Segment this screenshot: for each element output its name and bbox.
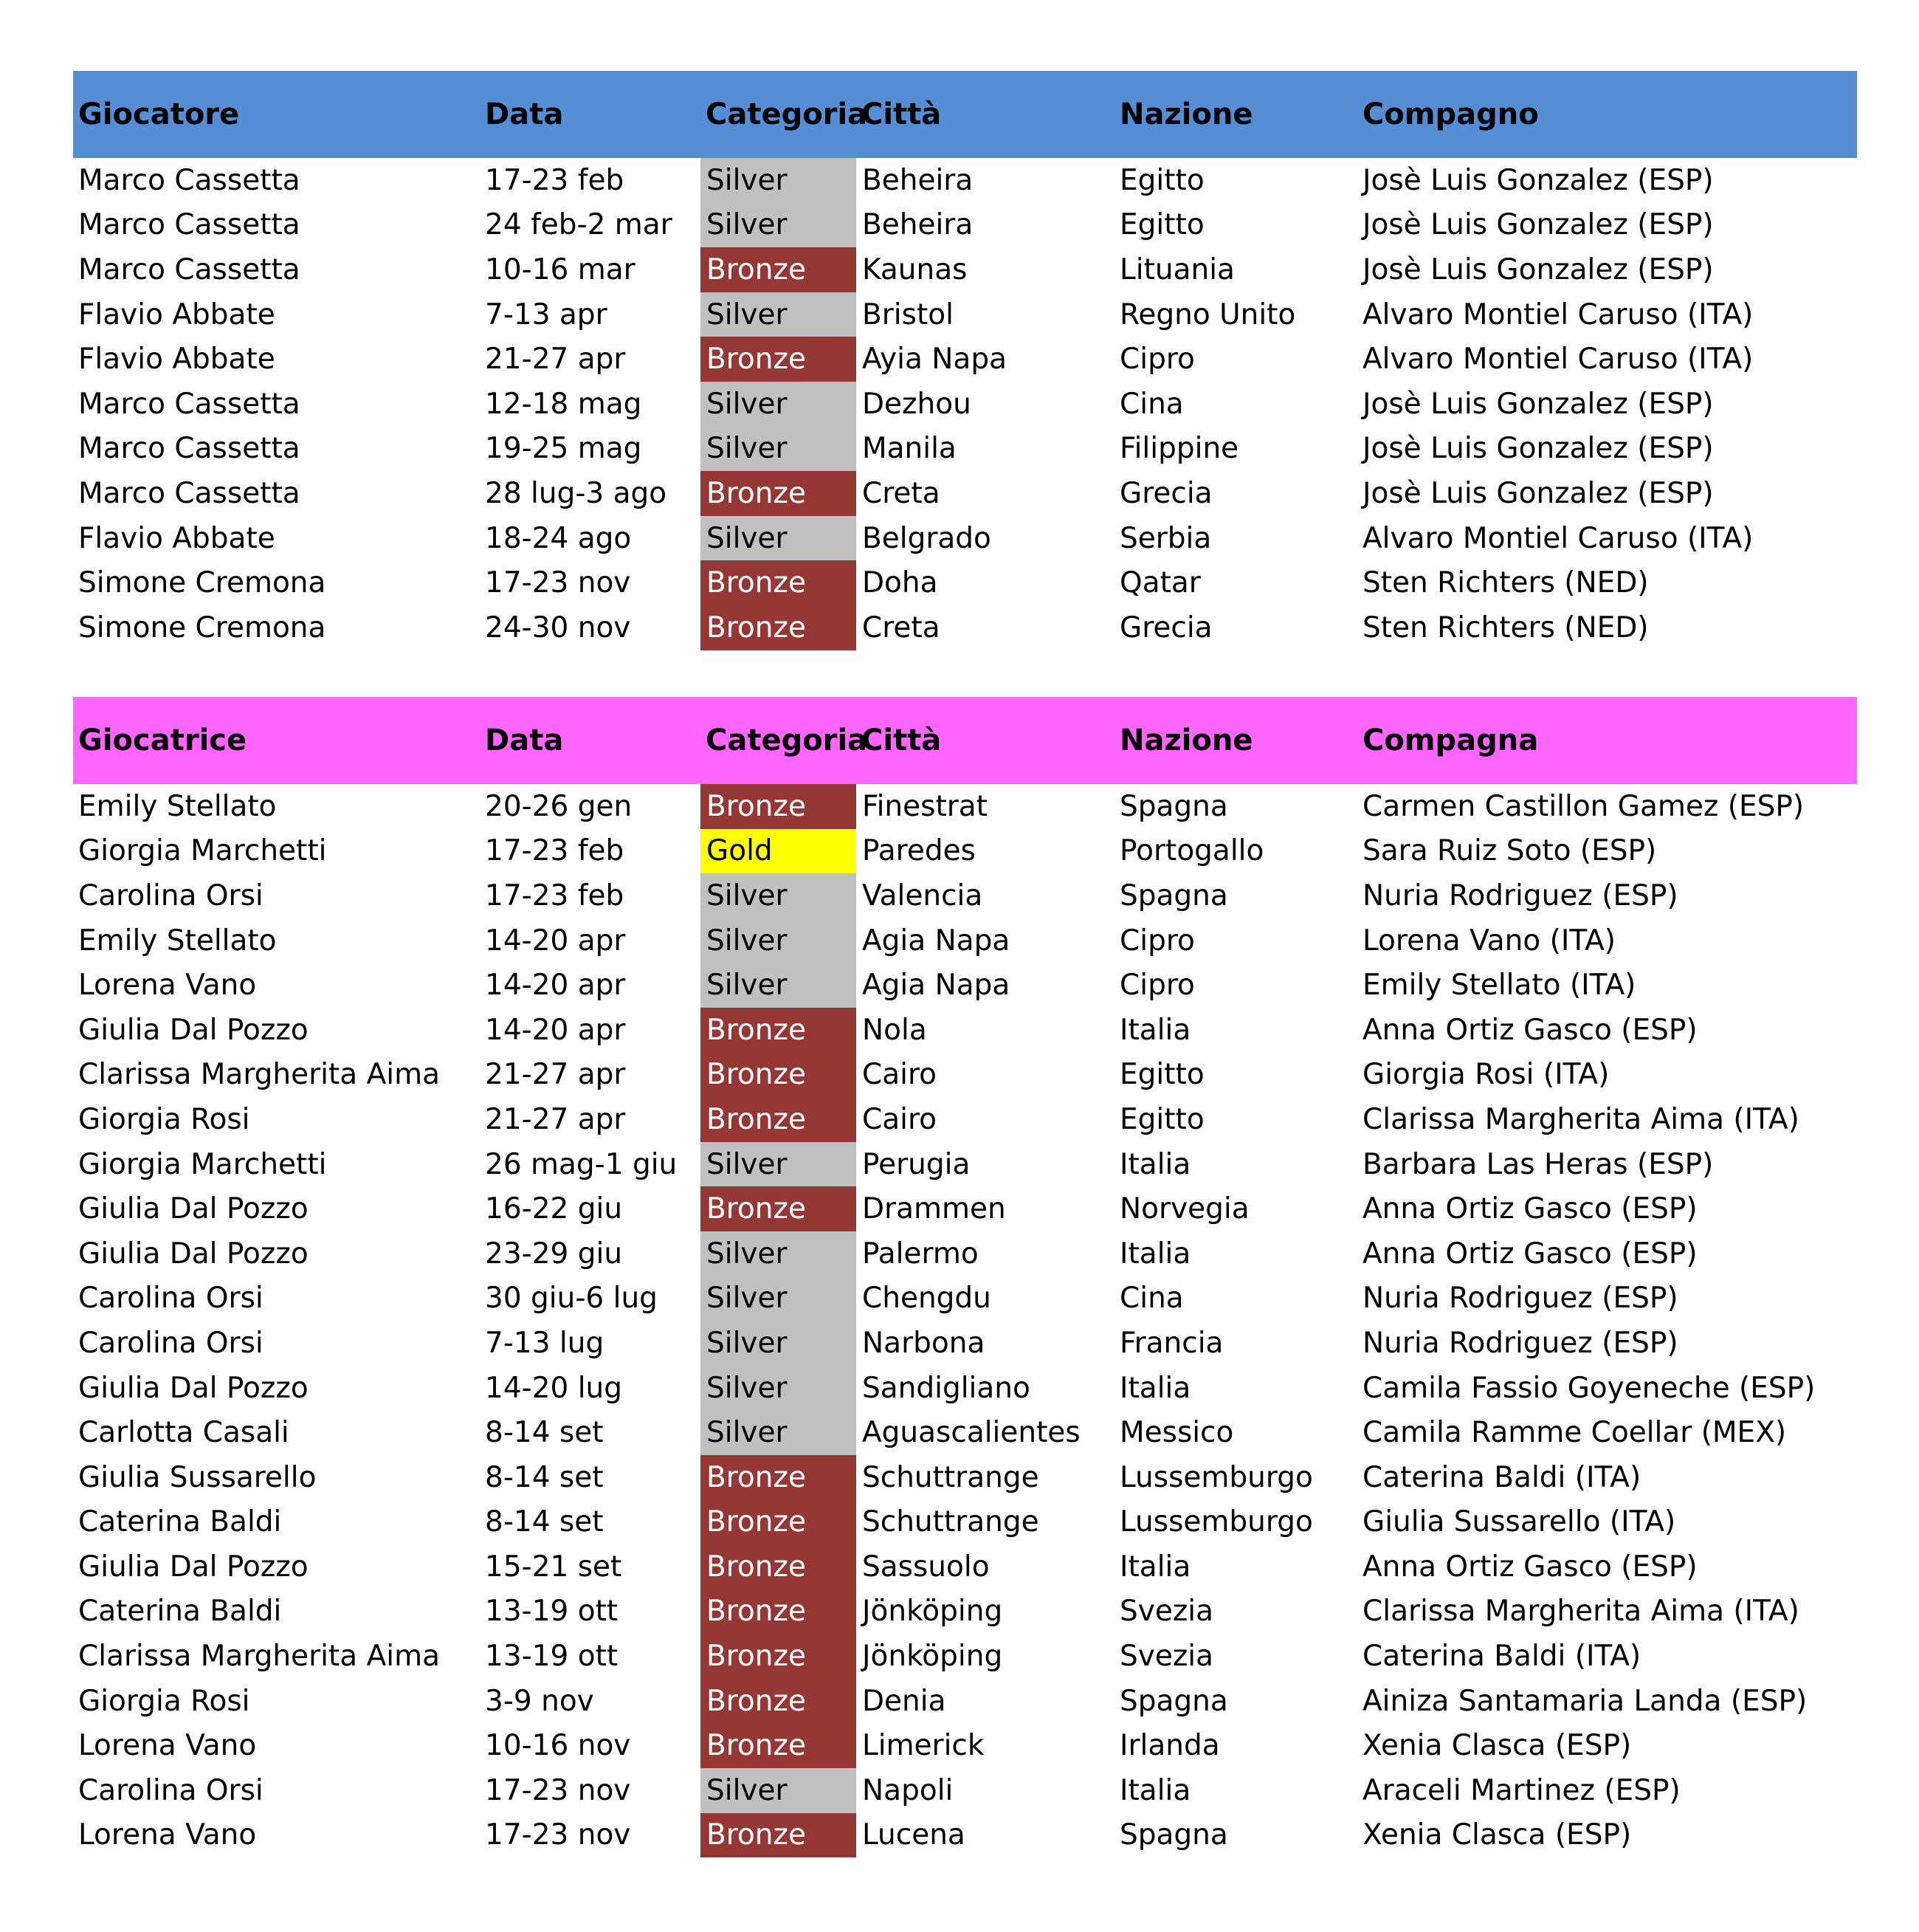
header-partner: Compagno bbox=[1362, 97, 1539, 131]
date-cell: 14-20 apr bbox=[485, 1013, 626, 1047]
table-row bbox=[73, 158, 1857, 203]
date-cell: 14-20 apr bbox=[485, 969, 626, 1003]
date-cell: 12-18 mag bbox=[485, 387, 642, 421]
date-cell: 17-23 nov bbox=[485, 1818, 631, 1852]
city-cell: Dezhou bbox=[862, 387, 971, 421]
date-cell: 8-14 set bbox=[485, 1460, 604, 1494]
nation-cell: Svezia bbox=[1120, 1595, 1214, 1629]
women-table-header bbox=[73, 697, 1857, 784]
men-table-header bbox=[73, 71, 1857, 158]
nation-cell: Cipro bbox=[1120, 969, 1195, 1003]
date-cell: 21-27 apr bbox=[485, 1102, 626, 1136]
category-cell: Bronze bbox=[700, 471, 856, 516]
city-cell: Jönköping bbox=[862, 1595, 1003, 1629]
nation-cell: Irlanda bbox=[1120, 1729, 1220, 1763]
date-cell: 3-9 nov bbox=[485, 1684, 594, 1718]
city-cell: Beheira bbox=[862, 163, 974, 197]
date-cell: 24-30 nov bbox=[485, 611, 631, 644]
table-row bbox=[73, 1410, 1857, 1455]
city-cell: Sassuolo bbox=[862, 1550, 990, 1584]
player-cell: Giorgia Marchetti bbox=[78, 834, 327, 868]
category-cell: Bronze bbox=[700, 1186, 856, 1231]
player-cell: Giulia Dal Pozzo bbox=[78, 1192, 309, 1226]
player-cell: Giulia Dal Pozzo bbox=[78, 1013, 309, 1047]
header-city: Città bbox=[861, 723, 942, 757]
header-nation: Nazione bbox=[1120, 97, 1253, 131]
category-cell: Bronze bbox=[700, 1500, 856, 1545]
category-cell: Silver bbox=[700, 1142, 856, 1187]
header-player: Giocatrice bbox=[78, 723, 247, 757]
nation-cell: Messico bbox=[1120, 1416, 1234, 1450]
date-cell: 30 giu-6 lug bbox=[485, 1282, 658, 1316]
table-row bbox=[73, 337, 1857, 382]
women-tournament-table bbox=[73, 697, 1857, 1857]
nation-cell: Grecia bbox=[1120, 476, 1213, 510]
partner-cell: Camila Ramme Coellar (MEX) bbox=[1362, 1416, 1787, 1450]
nation-cell: Egitto bbox=[1120, 1102, 1205, 1136]
table-row bbox=[73, 1276, 1857, 1321]
date-cell: 10-16 nov bbox=[485, 1729, 631, 1763]
table-row bbox=[73, 918, 1857, 963]
category-cell: Gold bbox=[700, 829, 856, 874]
nation-cell: Lussemburgo bbox=[1120, 1505, 1313, 1539]
player-cell: Giorgia Marchetti bbox=[78, 1147, 327, 1181]
category-cell: Silver bbox=[700, 382, 856, 427]
player-cell: Simone Cremona bbox=[78, 566, 326, 600]
table-row bbox=[73, 1455, 1857, 1500]
header-date: Data bbox=[485, 97, 564, 131]
date-cell: 23-29 giu bbox=[485, 1237, 623, 1271]
player-cell: Giorgia Rosi bbox=[78, 1684, 250, 1718]
partner-cell: Caterina Baldi (ITA) bbox=[1362, 1640, 1641, 1674]
city-cell: Doha bbox=[862, 566, 938, 600]
nation-cell: Serbia bbox=[1120, 521, 1212, 555]
city-cell: Sandigliano bbox=[862, 1371, 1030, 1405]
partner-cell: Anna Ortiz Gasco (ESP) bbox=[1362, 1550, 1698, 1584]
table-row bbox=[73, 1634, 1857, 1679]
nation-cell: Spagna bbox=[1120, 1684, 1228, 1718]
city-cell: Chengdu bbox=[862, 1282, 991, 1316]
player-cell: Carolina Orsi bbox=[78, 879, 263, 912]
nation-cell: Spagna bbox=[1120, 879, 1228, 912]
player-cell: Giorgia Rosi bbox=[78, 1102, 250, 1136]
player-cell: Carolina Orsi bbox=[78, 1326, 263, 1360]
table-row bbox=[73, 1768, 1857, 1813]
partner-cell: Nuria Rodriguez (ESP) bbox=[1362, 1326, 1678, 1360]
city-cell: Agia Napa bbox=[862, 969, 1010, 1003]
category-cell: Bronze bbox=[700, 1053, 856, 1098]
table-row bbox=[73, 1008, 1857, 1053]
city-cell: Schuttrange bbox=[862, 1505, 1039, 1539]
table-row bbox=[73, 1053, 1857, 1098]
nation-cell: Spagna bbox=[1120, 1818, 1228, 1852]
date-cell: 17-23 nov bbox=[485, 1773, 631, 1807]
category-cell: Bronze bbox=[700, 1723, 856, 1768]
category-cell: Silver bbox=[700, 1231, 856, 1276]
partner-cell: Camila Fassio Goyeneche (ESP) bbox=[1362, 1371, 1816, 1405]
table-row bbox=[73, 516, 1857, 561]
category-cell: Bronze bbox=[700, 784, 856, 829]
player-cell: Marco Cassetta bbox=[78, 163, 300, 197]
player-cell: Flavio Abbate bbox=[78, 298, 275, 331]
men-table-body bbox=[73, 158, 1857, 650]
nation-cell: Italia bbox=[1120, 1237, 1191, 1271]
partner-cell: Alvaro Montiel Caruso (ITA) bbox=[1362, 343, 1754, 377]
player-cell: Clarissa Margherita Aima bbox=[78, 1058, 440, 1092]
partner-cell: Josè Luis Gonzalez (ESP) bbox=[1362, 252, 1714, 286]
table-row bbox=[73, 1500, 1857, 1545]
table-row bbox=[73, 247, 1857, 292]
player-cell: Carolina Orsi bbox=[78, 1773, 263, 1807]
date-cell: 14-20 lug bbox=[485, 1371, 623, 1405]
table-row bbox=[73, 1544, 1857, 1589]
city-cell: Finestrat bbox=[862, 789, 988, 823]
nation-cell: Cipro bbox=[1120, 924, 1195, 958]
partner-cell: Sara Ruiz Soto (ESP) bbox=[1362, 834, 1657, 868]
category-cell: Silver bbox=[700, 1410, 856, 1455]
player-cell: Carlotta Casali bbox=[78, 1416, 289, 1450]
table-row bbox=[73, 1813, 1857, 1858]
date-cell: 21-27 apr bbox=[485, 343, 626, 377]
category-cell: Bronze bbox=[700, 1634, 856, 1679]
header-nation: Nazione bbox=[1120, 723, 1253, 757]
city-cell: Limerick bbox=[862, 1729, 985, 1763]
nation-cell: Cina bbox=[1120, 1282, 1184, 1316]
city-cell: Cairo bbox=[862, 1058, 937, 1092]
table-row bbox=[73, 1723, 1857, 1768]
nation-cell: Lituania bbox=[1120, 252, 1235, 286]
partner-cell: Josè Luis Gonzalez (ESP) bbox=[1362, 208, 1714, 242]
player-cell: Marco Cassetta bbox=[78, 387, 300, 421]
city-cell: Kaunas bbox=[862, 252, 968, 286]
partner-cell: Josè Luis Gonzalez (ESP) bbox=[1362, 476, 1714, 510]
table-row bbox=[73, 1679, 1857, 1724]
category-cell: Silver bbox=[700, 963, 856, 1008]
city-cell: Creta bbox=[862, 476, 940, 510]
table-row bbox=[73, 382, 1857, 427]
partner-cell: Alvaro Montiel Caruso (ITA) bbox=[1362, 298, 1754, 331]
city-cell: Lucena bbox=[862, 1818, 965, 1852]
men-tournament-table bbox=[73, 71, 1857, 650]
category-cell: Bronze bbox=[700, 247, 856, 292]
table-row bbox=[73, 1186, 1857, 1231]
city-cell: Belgrado bbox=[862, 521, 991, 555]
partner-cell: Nuria Rodriguez (ESP) bbox=[1362, 879, 1678, 912]
date-cell: 17-23 nov bbox=[485, 566, 631, 600]
city-cell: Valencia bbox=[862, 879, 983, 912]
player-cell: Flavio Abbate bbox=[78, 521, 275, 555]
partner-cell: Nuria Rodriguez (ESP) bbox=[1362, 1282, 1678, 1316]
partner-cell: Clarissa Margherita Aima (ITA) bbox=[1362, 1595, 1799, 1629]
partner-cell: Clarissa Margherita Aima (ITA) bbox=[1362, 1102, 1799, 1136]
nation-cell: Grecia bbox=[1120, 611, 1213, 644]
table-row bbox=[73, 427, 1857, 472]
player-cell: Flavio Abbate bbox=[78, 343, 275, 377]
player-cell: Caterina Baldi bbox=[78, 1505, 282, 1539]
city-cell: Nola bbox=[862, 1013, 927, 1047]
category-cell: Silver bbox=[700, 516, 856, 561]
table-row bbox=[73, 1097, 1857, 1142]
table-row bbox=[73, 829, 1857, 874]
city-cell: Narbona bbox=[862, 1326, 985, 1360]
city-cell: Drammen bbox=[862, 1192, 1006, 1226]
player-cell: Simone Cremona bbox=[78, 611, 326, 644]
player-cell: Marco Cassetta bbox=[78, 208, 300, 242]
nation-cell: Spagna bbox=[1120, 789, 1228, 823]
table-row bbox=[73, 203, 1857, 248]
city-cell: Perugia bbox=[862, 1147, 971, 1181]
date-cell: 16-22 giu bbox=[485, 1192, 623, 1226]
nation-cell: Egitto bbox=[1120, 208, 1205, 242]
date-cell: 19-25 mag bbox=[485, 432, 642, 466]
category-cell: Bronze bbox=[700, 1455, 856, 1500]
nation-cell: Norvegia bbox=[1120, 1192, 1250, 1226]
date-cell: 14-20 apr bbox=[485, 924, 626, 958]
city-cell: Aguascalientes bbox=[862, 1416, 1081, 1450]
partner-cell: Anna Ortiz Gasco (ESP) bbox=[1362, 1013, 1698, 1047]
nation-cell: Italia bbox=[1120, 1371, 1191, 1405]
category-cell: Silver bbox=[700, 1276, 856, 1321]
date-cell: 21-27 apr bbox=[485, 1058, 626, 1092]
city-cell: Denia bbox=[862, 1684, 946, 1718]
partner-cell: Ainiza Santamaria Landa (ESP) bbox=[1362, 1684, 1808, 1718]
date-cell: 13-19 ott bbox=[485, 1640, 619, 1674]
category-cell: Silver bbox=[700, 292, 856, 337]
partner-cell: Barbara Las Heras (ESP) bbox=[1362, 1147, 1714, 1181]
partner-cell: Emily Stellato (ITA) bbox=[1362, 969, 1636, 1003]
nation-cell: Italia bbox=[1120, 1013, 1191, 1047]
city-cell: Paredes bbox=[862, 834, 976, 868]
nation-cell: Italia bbox=[1120, 1550, 1191, 1584]
nation-cell: Regno Unito bbox=[1120, 298, 1296, 331]
date-cell: 8-14 set bbox=[485, 1505, 604, 1539]
nation-cell: Italia bbox=[1120, 1147, 1191, 1181]
women-table-body bbox=[73, 784, 1857, 1857]
player-cell: Emily Stellato bbox=[78, 924, 277, 958]
category-cell: Silver bbox=[700, 918, 856, 963]
player-cell: Lorena Vano bbox=[78, 969, 257, 1003]
city-cell: Napoli bbox=[862, 1773, 954, 1807]
city-cell: Palermo bbox=[862, 1237, 979, 1271]
category-cell: Bronze bbox=[700, 1544, 856, 1589]
date-cell: 7-13 lug bbox=[485, 1326, 604, 1360]
category-cell: Bronze bbox=[700, 1813, 856, 1858]
table-row bbox=[73, 471, 1857, 516]
table-row bbox=[73, 1366, 1857, 1411]
player-cell: Carolina Orsi bbox=[78, 1282, 263, 1316]
date-cell: 7-13 apr bbox=[485, 298, 607, 331]
table-row bbox=[73, 784, 1857, 829]
player-cell: Clarissa Margherita Aima bbox=[78, 1640, 440, 1674]
city-cell: Bristol bbox=[862, 298, 954, 331]
date-cell: 18-24 ago bbox=[485, 521, 632, 555]
date-cell: 17-23 feb bbox=[485, 834, 624, 868]
partner-cell: Alvaro Montiel Caruso (ITA) bbox=[1362, 521, 1754, 555]
date-cell: 15-21 set bbox=[485, 1550, 622, 1584]
table-row bbox=[73, 873, 1857, 918]
player-cell: Giulia Dal Pozzo bbox=[78, 1550, 309, 1584]
player-cell: Lorena Vano bbox=[78, 1729, 257, 1763]
nation-cell: Cina bbox=[1120, 387, 1184, 421]
category-cell: Silver bbox=[700, 1768, 856, 1813]
date-cell: 28 lug-3 ago bbox=[485, 476, 667, 510]
city-cell: Cairo bbox=[862, 1102, 937, 1136]
partner-cell: Carmen Castillon Gamez (ESP) bbox=[1362, 789, 1805, 823]
table-row bbox=[73, 1231, 1857, 1276]
partner-cell: Anna Ortiz Gasco (ESP) bbox=[1362, 1237, 1698, 1271]
partner-cell: Josè Luis Gonzalez (ESP) bbox=[1362, 387, 1714, 421]
category-cell: Bronze bbox=[700, 1097, 856, 1142]
player-cell: Marco Cassetta bbox=[78, 432, 300, 466]
category-cell: Bronze bbox=[700, 560, 856, 605]
table-row bbox=[73, 605, 1857, 650]
date-cell: 17-23 feb bbox=[485, 163, 624, 197]
category-cell: Bronze bbox=[700, 1679, 856, 1724]
header-city: Città bbox=[861, 97, 942, 131]
category-cell: Silver bbox=[700, 427, 856, 472]
date-cell: 17-23 feb bbox=[485, 879, 624, 912]
category-cell: Bronze bbox=[700, 337, 856, 382]
city-cell: Agia Napa bbox=[862, 924, 1010, 958]
category-cell: Silver bbox=[700, 1321, 856, 1366]
table-row bbox=[73, 963, 1857, 1008]
player-cell: Marco Cassetta bbox=[78, 252, 300, 286]
nation-cell: Qatar bbox=[1120, 566, 1201, 600]
partner-cell: Giulia Sussarello (ITA) bbox=[1362, 1505, 1676, 1539]
partner-cell: Josè Luis Gonzalez (ESP) bbox=[1362, 163, 1714, 197]
city-cell: Jönköping bbox=[862, 1640, 1003, 1674]
city-cell: Beheira bbox=[862, 208, 974, 242]
date-cell: 20-26 gen bbox=[485, 789, 633, 823]
nation-cell: Filippine bbox=[1120, 432, 1239, 466]
category-cell: Bronze bbox=[700, 1008, 856, 1053]
partner-cell: Caterina Baldi (ITA) bbox=[1362, 1460, 1641, 1494]
category-cell: Silver bbox=[700, 1366, 856, 1411]
nation-cell: Egitto bbox=[1120, 163, 1205, 197]
table-row bbox=[73, 560, 1857, 605]
player-cell: Emily Stellato bbox=[78, 789, 277, 823]
table-row bbox=[73, 1321, 1857, 1366]
city-cell: Creta bbox=[862, 611, 940, 644]
date-cell: 13-19 ott bbox=[485, 1595, 619, 1629]
nation-cell: Lussemburgo bbox=[1120, 1460, 1313, 1494]
date-cell: 24 feb-2 mar bbox=[485, 208, 672, 242]
nation-cell: Italia bbox=[1120, 1773, 1191, 1807]
header-category: Categoria bbox=[706, 97, 868, 131]
partner-cell: Giorgia Rosi (ITA) bbox=[1362, 1058, 1610, 1092]
player-cell: Caterina Baldi bbox=[78, 1595, 282, 1629]
category-cell: Silver bbox=[700, 203, 856, 248]
nation-cell: Svezia bbox=[1120, 1640, 1214, 1674]
table-row bbox=[73, 292, 1857, 337]
partner-cell: Araceli Martinez (ESP) bbox=[1362, 1773, 1681, 1807]
date-cell: 26 mag-1 giu bbox=[485, 1147, 678, 1181]
header-date: Data bbox=[485, 723, 564, 757]
header-partner: Compagna bbox=[1362, 723, 1539, 757]
player-cell: Giulia Dal Pozzo bbox=[78, 1371, 309, 1405]
player-cell: Giulia Sussarello bbox=[78, 1460, 317, 1494]
table-row bbox=[73, 1142, 1857, 1187]
header-category: Categoria bbox=[706, 723, 868, 757]
player-cell: Lorena Vano bbox=[78, 1818, 257, 1852]
player-cell: Marco Cassetta bbox=[78, 476, 300, 510]
date-cell: 10-16 mar bbox=[485, 252, 635, 286]
partner-cell: Anna Ortiz Gasco (ESP) bbox=[1362, 1192, 1698, 1226]
category-cell: Bronze bbox=[700, 1589, 856, 1634]
nation-cell: Portogallo bbox=[1120, 834, 1264, 868]
nation-cell: Cipro bbox=[1120, 343, 1195, 377]
category-cell: Silver bbox=[700, 873, 856, 918]
category-cell: Silver bbox=[700, 158, 856, 203]
city-cell: Manila bbox=[862, 432, 957, 466]
date-cell: 8-14 set bbox=[485, 1416, 604, 1450]
nation-cell: Egitto bbox=[1120, 1058, 1205, 1092]
player-cell: Giulia Dal Pozzo bbox=[78, 1237, 309, 1271]
partner-cell: Xenia Clasca (ESP) bbox=[1362, 1818, 1632, 1852]
city-cell: Schuttrange bbox=[862, 1460, 1039, 1494]
partner-cell: Xenia Clasca (ESP) bbox=[1362, 1729, 1632, 1763]
partner-cell: Sten Richters (NED) bbox=[1362, 611, 1649, 644]
partner-cell: Josè Luis Gonzalez (ESP) bbox=[1362, 432, 1714, 466]
category-cell: Bronze bbox=[700, 605, 856, 650]
partner-cell: Lorena Vano (ITA) bbox=[1362, 924, 1616, 958]
nation-cell: Francia bbox=[1120, 1326, 1224, 1360]
table-row bbox=[73, 1589, 1857, 1634]
city-cell: Ayia Napa bbox=[862, 343, 1007, 377]
header-player: Giocatore bbox=[78, 97, 240, 131]
partner-cell: Sten Richters (NED) bbox=[1362, 566, 1649, 600]
